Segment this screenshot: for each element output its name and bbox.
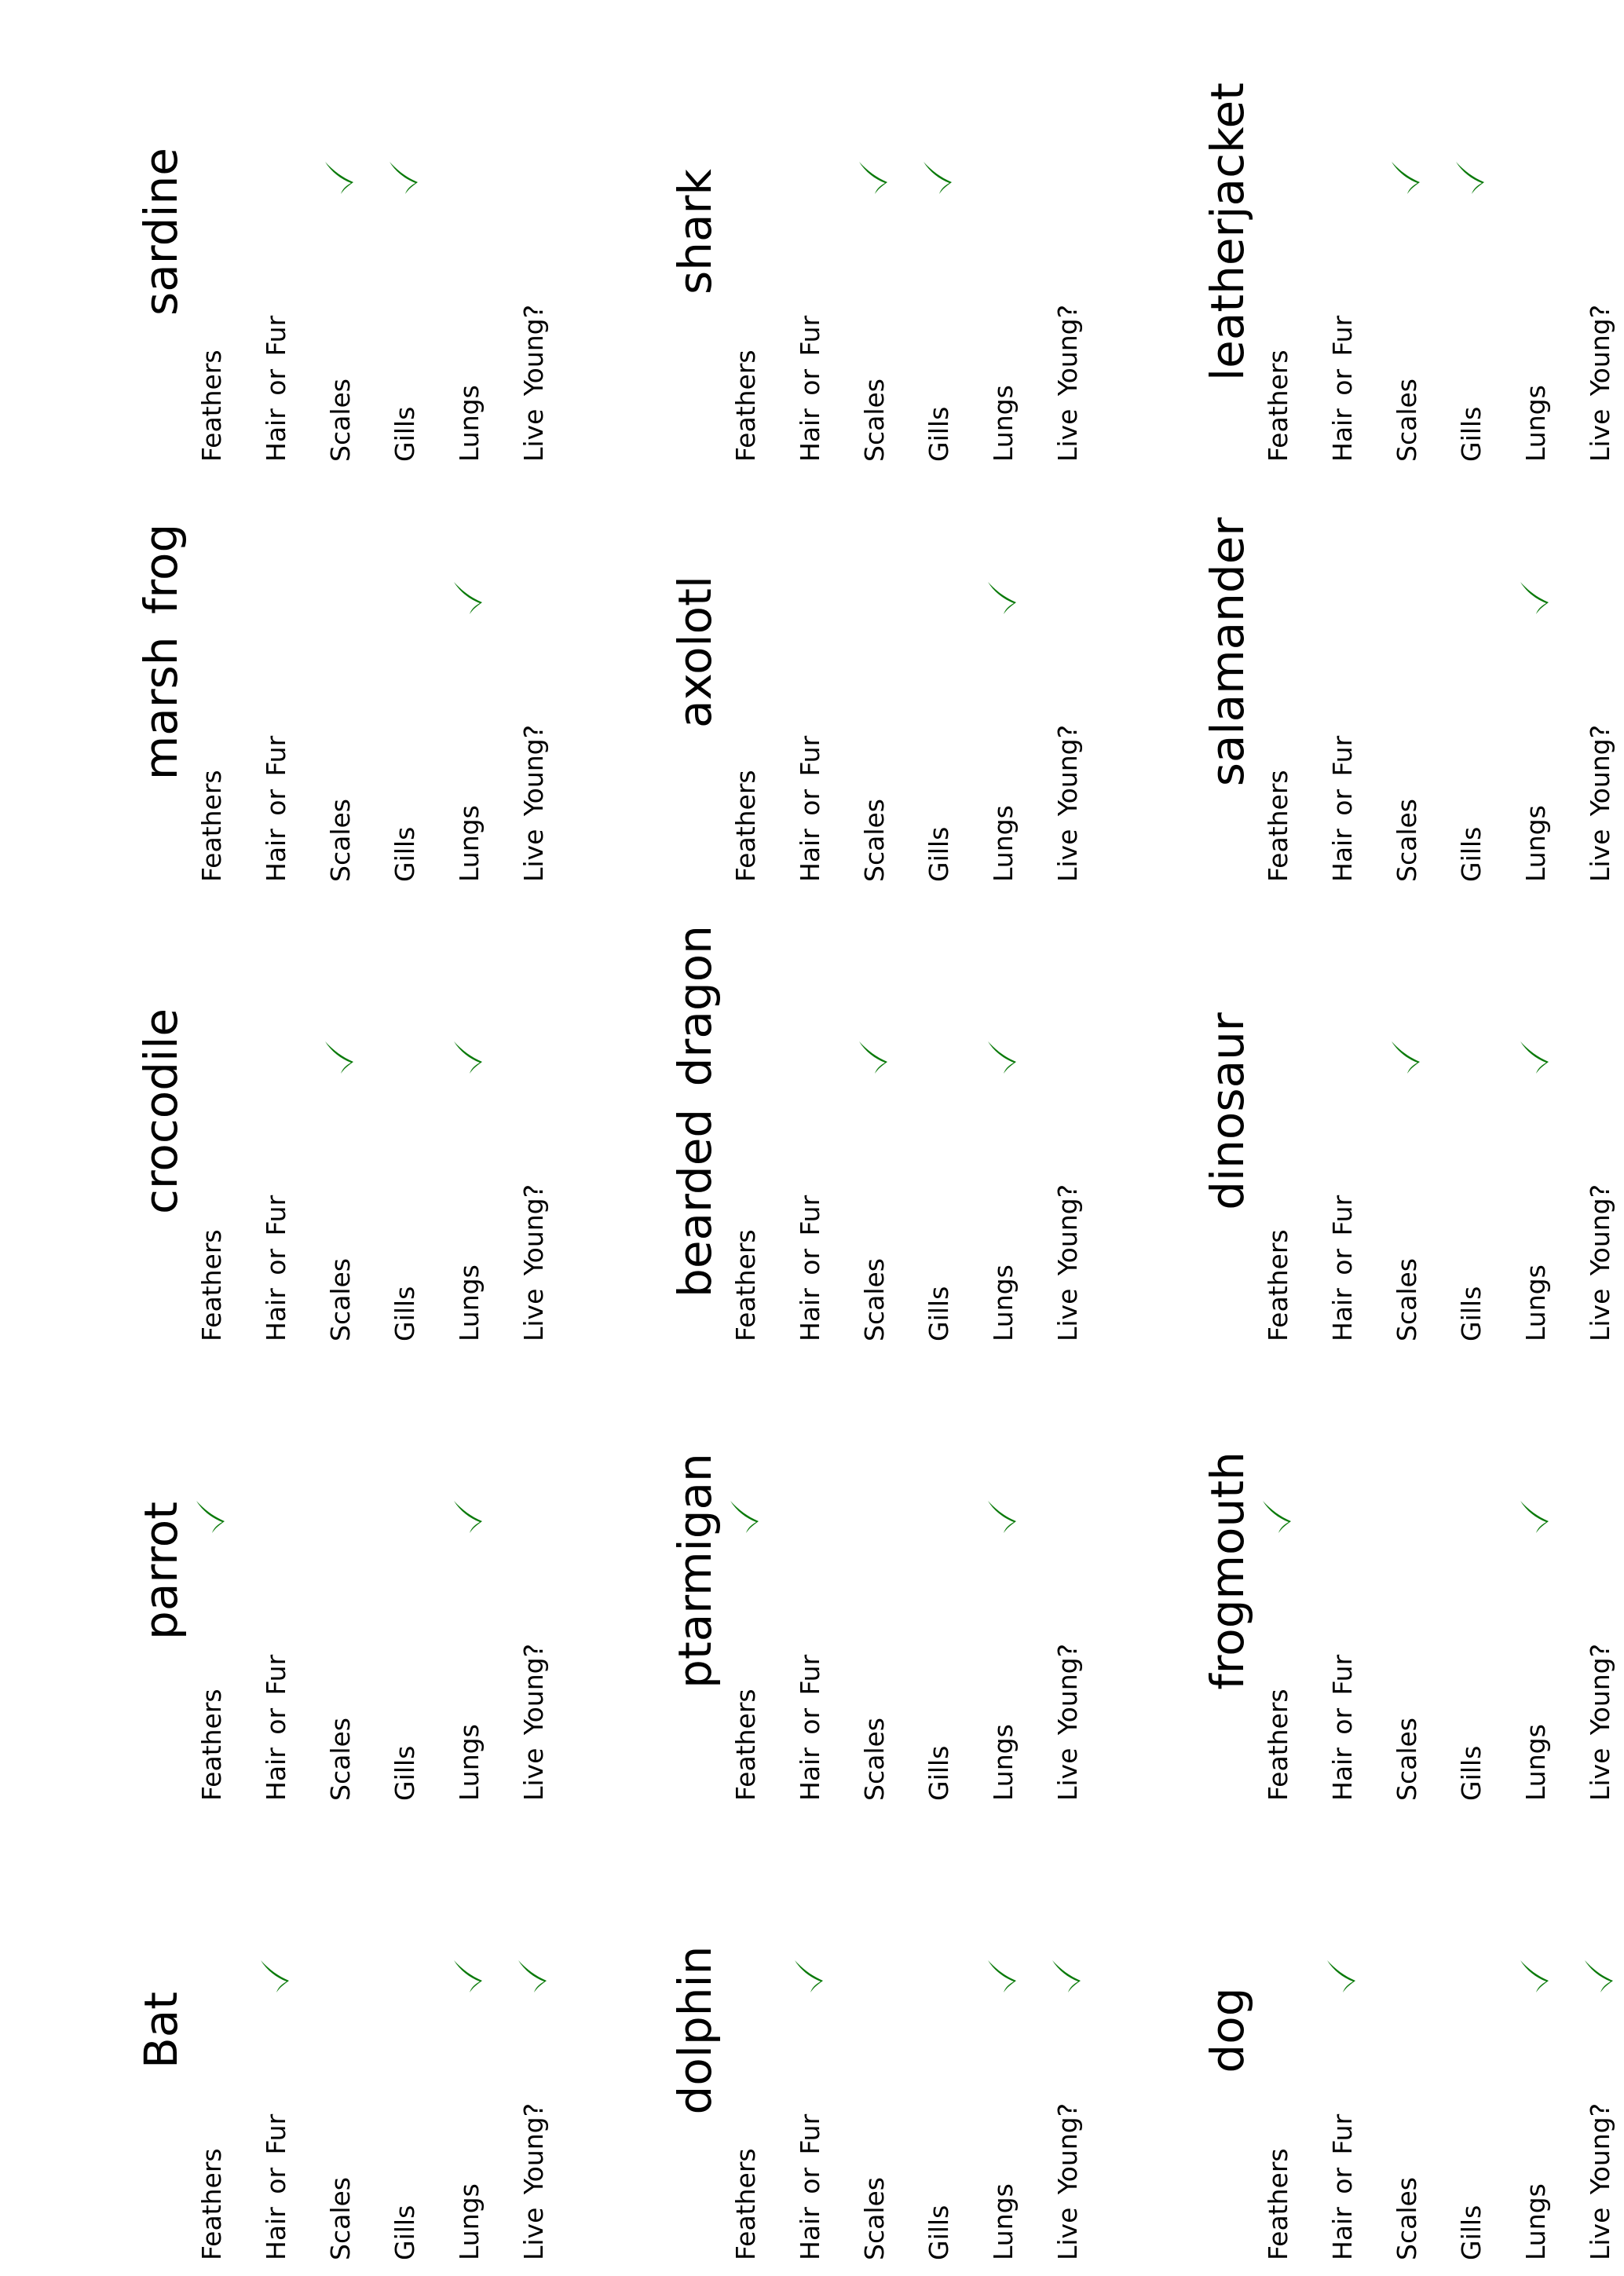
attribute-row xyxy=(722,880,770,1343)
checkmark-icon xyxy=(517,1959,548,1995)
card-content xyxy=(660,880,1083,1343)
attribute-label: Scales xyxy=(859,799,890,882)
checkmark-icon xyxy=(452,1959,484,1995)
checkmark-icon xyxy=(1583,1959,1615,1995)
checkmark-icon xyxy=(324,160,355,196)
checkmark-icon xyxy=(1326,1959,1357,1995)
attribute-label: Gills xyxy=(924,1745,954,1801)
attribute-label: Hair or Fur xyxy=(795,2113,825,2260)
attribute-label: Live Young? xyxy=(1585,1184,1615,1341)
attribute-label: Lungs xyxy=(1520,1724,1551,1801)
attribute-label: Hair or Fur xyxy=(261,735,291,882)
attribute-row xyxy=(916,880,963,1343)
animal-name: Bat xyxy=(134,1991,188,2069)
attribute-label: Gills xyxy=(1456,2205,1487,2260)
attribute-row xyxy=(188,1339,236,1802)
attribute-label: Gills xyxy=(1456,406,1487,462)
attribute-label: Hair or Fur xyxy=(261,315,291,462)
card-content xyxy=(1192,0,1615,463)
attribute-row xyxy=(1384,1798,1431,2262)
card-content xyxy=(126,1339,549,1802)
card-content xyxy=(126,1798,549,2262)
attribute-row xyxy=(1384,1339,1431,1802)
attribute-row xyxy=(787,880,834,1343)
attribute-label: Gills xyxy=(390,826,420,882)
attribute-label: Lungs xyxy=(988,385,1019,462)
attribute-label: Feathers xyxy=(196,1689,227,1801)
attribute-label: Live Young? xyxy=(1052,724,1083,882)
card-content xyxy=(1192,1339,1615,1802)
attribute-row xyxy=(188,420,236,884)
attribute-row xyxy=(1448,1798,1495,2262)
attribute-row xyxy=(317,880,364,1343)
attribute-label: Feathers xyxy=(1263,2148,1293,2260)
attribute-label: Gills xyxy=(924,1286,954,1341)
attribute-label: Scales xyxy=(1392,1258,1422,1341)
animal-name: crocodile xyxy=(134,1008,188,1215)
attribute-row xyxy=(1384,880,1431,1343)
attribute-label: Lungs xyxy=(1520,805,1551,882)
attribute-row xyxy=(1448,420,1495,884)
attribute-row xyxy=(980,880,1027,1343)
card-content xyxy=(126,0,549,463)
attribute-label: Hair or Fur xyxy=(1327,315,1358,462)
attribute-row xyxy=(1255,1798,1302,2262)
attribute-row xyxy=(1512,0,1560,463)
card-content xyxy=(660,1798,1083,2262)
attribute-row xyxy=(1512,1339,1560,1802)
attribute-label: Feathers xyxy=(196,770,227,882)
attribute-row xyxy=(188,880,236,1343)
animal-card xyxy=(660,1339,1083,1802)
attribute-row xyxy=(1319,1798,1366,2262)
attribute-row xyxy=(722,1798,770,2262)
attribute-row xyxy=(1044,1339,1092,1802)
attribute-row xyxy=(188,1798,236,2262)
checkmark-icon xyxy=(195,1499,226,1535)
attribute-label: Live Young? xyxy=(1052,1643,1083,1801)
attribute-label: Hair or Fur xyxy=(795,1654,825,1801)
attribute-label: Gills xyxy=(1456,826,1487,882)
attribute-label: Scales xyxy=(859,379,890,462)
attribute-row xyxy=(1448,1339,1495,1802)
attribute-row xyxy=(317,1339,364,1802)
checkmark-icon xyxy=(1390,160,1421,196)
attribute-label: Lungs xyxy=(1520,385,1551,462)
checkmark-icon xyxy=(1519,1959,1550,1995)
card-content xyxy=(1192,880,1615,1343)
attribute-label: Hair or Fur xyxy=(795,735,825,882)
attribute-label: Live Young? xyxy=(1052,2102,1083,2260)
attribute-label: Live Young? xyxy=(518,1184,549,1341)
attribute-row xyxy=(916,0,963,463)
attribute-row xyxy=(253,1339,300,1802)
checkmark-icon xyxy=(1390,1040,1421,1076)
checkmark-icon xyxy=(858,1040,889,1076)
attribute-label: Feathers xyxy=(730,1229,761,1341)
attribute-label: Lungs xyxy=(1520,1264,1551,1341)
attribute-label: Scales xyxy=(859,1718,890,1801)
attribute-label: Hair or Fur xyxy=(795,315,825,462)
checkmark-icon xyxy=(729,1499,760,1535)
attribute-row xyxy=(1448,880,1495,1343)
animal-name: axolotl xyxy=(668,575,722,729)
attribute-row xyxy=(1255,880,1302,1343)
attribute-label: Feathers xyxy=(196,1229,227,1341)
animal-card xyxy=(126,1339,549,1802)
attribute-row xyxy=(382,1339,429,1802)
card-content xyxy=(660,1339,1083,1802)
attribute-row xyxy=(382,420,429,884)
attribute-row xyxy=(722,0,770,463)
attribute-row xyxy=(980,420,1027,884)
checkmark-icon xyxy=(858,160,889,196)
attribute-row xyxy=(851,0,898,463)
animal-card xyxy=(660,0,1083,463)
attribute-row xyxy=(1577,420,1624,884)
attribute-row xyxy=(510,0,558,463)
animal-card xyxy=(126,0,549,463)
attribute-label: Scales xyxy=(859,1258,890,1341)
attribute-row xyxy=(446,880,493,1343)
attribute-row xyxy=(1044,1798,1092,2262)
attribute-label: Lungs xyxy=(454,1264,485,1341)
attribute-label: Live Young? xyxy=(518,304,549,462)
attribute-row xyxy=(1319,0,1366,463)
attribute-row xyxy=(253,880,300,1343)
attribute-label: Hair or Fur xyxy=(1327,2113,1358,2260)
attribute-row xyxy=(1577,880,1624,1343)
attribute-label: Lungs xyxy=(1520,2183,1551,2260)
checkmark-icon xyxy=(452,1499,484,1535)
checkmark-icon xyxy=(986,1499,1018,1535)
checkmark-icon xyxy=(922,160,953,196)
attribute-row xyxy=(1319,1339,1366,1802)
attribute-row xyxy=(1255,0,1302,463)
attribute-label: Live Young? xyxy=(518,1643,549,1801)
attribute-row xyxy=(382,880,429,1343)
attribute-label: Scales xyxy=(325,1258,356,1341)
animal-name: salamander xyxy=(1201,517,1254,787)
attribute-label: Live Young? xyxy=(1585,304,1615,462)
attribute-row xyxy=(980,1339,1027,1802)
animal-card xyxy=(660,420,1083,884)
attribute-row xyxy=(1384,420,1431,884)
animal-card xyxy=(126,420,549,884)
attribute-label: Feathers xyxy=(196,2148,227,2260)
attribute-label: Gills xyxy=(924,406,954,462)
attribute-row xyxy=(1255,420,1302,884)
checkmark-icon xyxy=(452,1040,484,1076)
animal-card xyxy=(126,1798,549,2262)
checkmark-icon xyxy=(388,160,419,196)
attribute-label: Scales xyxy=(325,799,356,882)
animal-name: dolphin xyxy=(668,1945,722,2115)
attribute-label: Lungs xyxy=(988,1724,1019,1801)
checkmark-icon xyxy=(1519,1499,1550,1535)
attribute-row xyxy=(980,1798,1027,2262)
checkmark-icon xyxy=(324,1040,355,1076)
card-content xyxy=(660,0,1083,463)
attribute-label: Feathers xyxy=(1263,1689,1293,1801)
card-content xyxy=(126,880,549,1343)
attribute-row xyxy=(1512,1798,1560,2262)
card-content xyxy=(660,420,1083,884)
attribute-label: Feathers xyxy=(1263,349,1293,462)
attribute-label: Gills xyxy=(924,826,954,882)
attribute-label: Feathers xyxy=(730,1689,761,1801)
attribute-row xyxy=(510,1339,558,1802)
card-content xyxy=(1192,1798,1615,2262)
attribute-row xyxy=(787,420,834,884)
animal-name: marsh frog xyxy=(134,523,188,781)
animal-card xyxy=(1192,0,1615,463)
checkmark-icon xyxy=(259,1959,291,1995)
animal-card xyxy=(660,880,1083,1343)
attribute-label: Feathers xyxy=(196,349,227,462)
attribute-label: Scales xyxy=(325,379,356,462)
attribute-label: Scales xyxy=(325,2177,356,2260)
checkmark-icon xyxy=(986,1959,1018,1995)
attribute-row xyxy=(1044,880,1092,1343)
animal-card xyxy=(1192,420,1615,884)
attribute-row xyxy=(851,1798,898,2262)
card-content xyxy=(1192,420,1615,884)
checkmark-icon xyxy=(1519,1040,1550,1076)
attribute-label: Gills xyxy=(390,1745,420,1801)
animal-name: leatherjacket xyxy=(1201,82,1254,381)
attribute-row xyxy=(722,420,770,884)
attribute-row xyxy=(916,1339,963,1802)
attribute-label: Scales xyxy=(859,2177,890,2260)
checkmark-icon xyxy=(1051,1959,1082,1995)
attribute-label: Feathers xyxy=(730,349,761,462)
attribute-label: Gills xyxy=(1456,1745,1487,1801)
attribute-label: Hair or Fur xyxy=(795,1195,825,1341)
attribute-row xyxy=(317,1798,364,2262)
animal-name: shark xyxy=(668,169,722,295)
animal-card xyxy=(1192,880,1615,1343)
attribute-row xyxy=(1577,0,1624,463)
checkmark-icon xyxy=(452,580,484,617)
attribute-label: Feathers xyxy=(1263,770,1293,882)
attribute-label: Lungs xyxy=(454,2183,485,2260)
animal-name: parrot xyxy=(134,1502,188,1640)
attribute-label: Gills xyxy=(390,1286,420,1341)
attribute-label: Live Young? xyxy=(1585,2102,1615,2260)
attribute-row xyxy=(253,420,300,884)
attribute-label: Lungs xyxy=(988,2183,1019,2260)
attribute-row xyxy=(1319,880,1366,1343)
attribute-row xyxy=(1384,0,1431,463)
attribute-row xyxy=(446,1339,493,1802)
attribute-label: Scales xyxy=(1392,379,1422,462)
animal-card xyxy=(1192,1798,1615,2262)
animal-name: frogmouth xyxy=(1201,1451,1254,1690)
animal-name: dinosaur xyxy=(1201,1012,1254,1210)
attribute-row xyxy=(382,1798,429,2262)
attribute-label: Feathers xyxy=(1263,1229,1293,1341)
attribute-label: Live Young? xyxy=(1585,1643,1615,1801)
attribute-row xyxy=(510,1798,558,2262)
animal-name: sardine xyxy=(134,148,188,316)
attribute-row xyxy=(510,880,558,1343)
attribute-label: Gills xyxy=(390,406,420,462)
attribute-row xyxy=(510,420,558,884)
attribute-label: Hair or Fur xyxy=(261,1195,291,1341)
checkmark-icon xyxy=(1261,1499,1293,1535)
attribute-label: Gills xyxy=(924,2205,954,2260)
animal-name: ptarmigan xyxy=(668,1453,722,1689)
attribute-label: Scales xyxy=(1392,2177,1422,2260)
attribute-row xyxy=(851,1339,898,1802)
attribute-row xyxy=(1255,1339,1302,1802)
attribute-label: Live Young? xyxy=(1052,304,1083,462)
attribute-row xyxy=(1044,420,1092,884)
attribute-row xyxy=(1319,420,1366,884)
attribute-row xyxy=(1512,420,1560,884)
attribute-row xyxy=(253,1798,300,2262)
attribute-row xyxy=(188,0,236,463)
attribute-label: Feathers xyxy=(730,2148,761,2260)
attribute-row xyxy=(851,880,898,1343)
attribute-label: Lungs xyxy=(988,1264,1019,1341)
animal-card xyxy=(126,880,549,1343)
attribute-row xyxy=(1044,0,1092,463)
attribute-row xyxy=(851,420,898,884)
checkmark-icon xyxy=(793,1959,825,1995)
attribute-label: Lungs xyxy=(454,805,485,882)
attribute-row xyxy=(253,0,300,463)
attribute-row xyxy=(446,1798,493,2262)
attribute-row xyxy=(787,0,834,463)
attribute-label: Hair or Fur xyxy=(1327,1654,1358,1801)
attribute-label: Lungs xyxy=(988,805,1019,882)
checkmark-icon xyxy=(986,580,1018,617)
attribute-row xyxy=(787,1339,834,1802)
attribute-row xyxy=(787,1798,834,2262)
attribute-row xyxy=(1512,880,1560,1343)
attribute-label: Lungs xyxy=(454,1724,485,1801)
attribute-row xyxy=(980,0,1027,463)
attribute-label: Lungs xyxy=(454,385,485,462)
attribute-row xyxy=(1577,1339,1624,1802)
card-content xyxy=(126,420,549,884)
attribute-label: Feathers xyxy=(730,770,761,882)
animal-name: dog xyxy=(1201,1987,1254,2073)
attribute-label: Gills xyxy=(1456,1286,1487,1341)
attribute-label: Scales xyxy=(1392,799,1422,882)
attribute-label: Live Young? xyxy=(1585,724,1615,882)
attribute-label: Scales xyxy=(1392,1718,1422,1801)
attribute-label: Gills xyxy=(390,2205,420,2260)
animal-card xyxy=(1192,1339,1615,1802)
attribute-label: Live Young? xyxy=(1052,1184,1083,1341)
checkmark-icon xyxy=(1454,160,1486,196)
attribute-row xyxy=(916,420,963,884)
attribute-row xyxy=(317,420,364,884)
animal-card xyxy=(660,1798,1083,2262)
attribute-label: Hair or Fur xyxy=(261,1654,291,1801)
attribute-row xyxy=(1577,1798,1624,2262)
attribute-label: Hair or Fur xyxy=(261,2113,291,2260)
checkmark-icon xyxy=(986,1040,1018,1076)
animal-name: bearded dragon xyxy=(668,925,722,1297)
attribute-label: Live Young? xyxy=(518,724,549,882)
attribute-row xyxy=(382,0,429,463)
attribute-label: Live Young? xyxy=(518,2102,549,2260)
checkmark-icon xyxy=(1519,580,1550,617)
attribute-row xyxy=(446,420,493,884)
attribute-row xyxy=(722,1339,770,1802)
attribute-row xyxy=(916,1798,963,2262)
attribute-label: Hair or Fur xyxy=(1327,1195,1358,1341)
attribute-row xyxy=(317,0,364,463)
attribute-label: Hair or Fur xyxy=(1327,735,1358,882)
attribute-row xyxy=(446,0,493,463)
attribute-label: Scales xyxy=(325,1718,356,1801)
attribute-row xyxy=(1448,0,1495,463)
